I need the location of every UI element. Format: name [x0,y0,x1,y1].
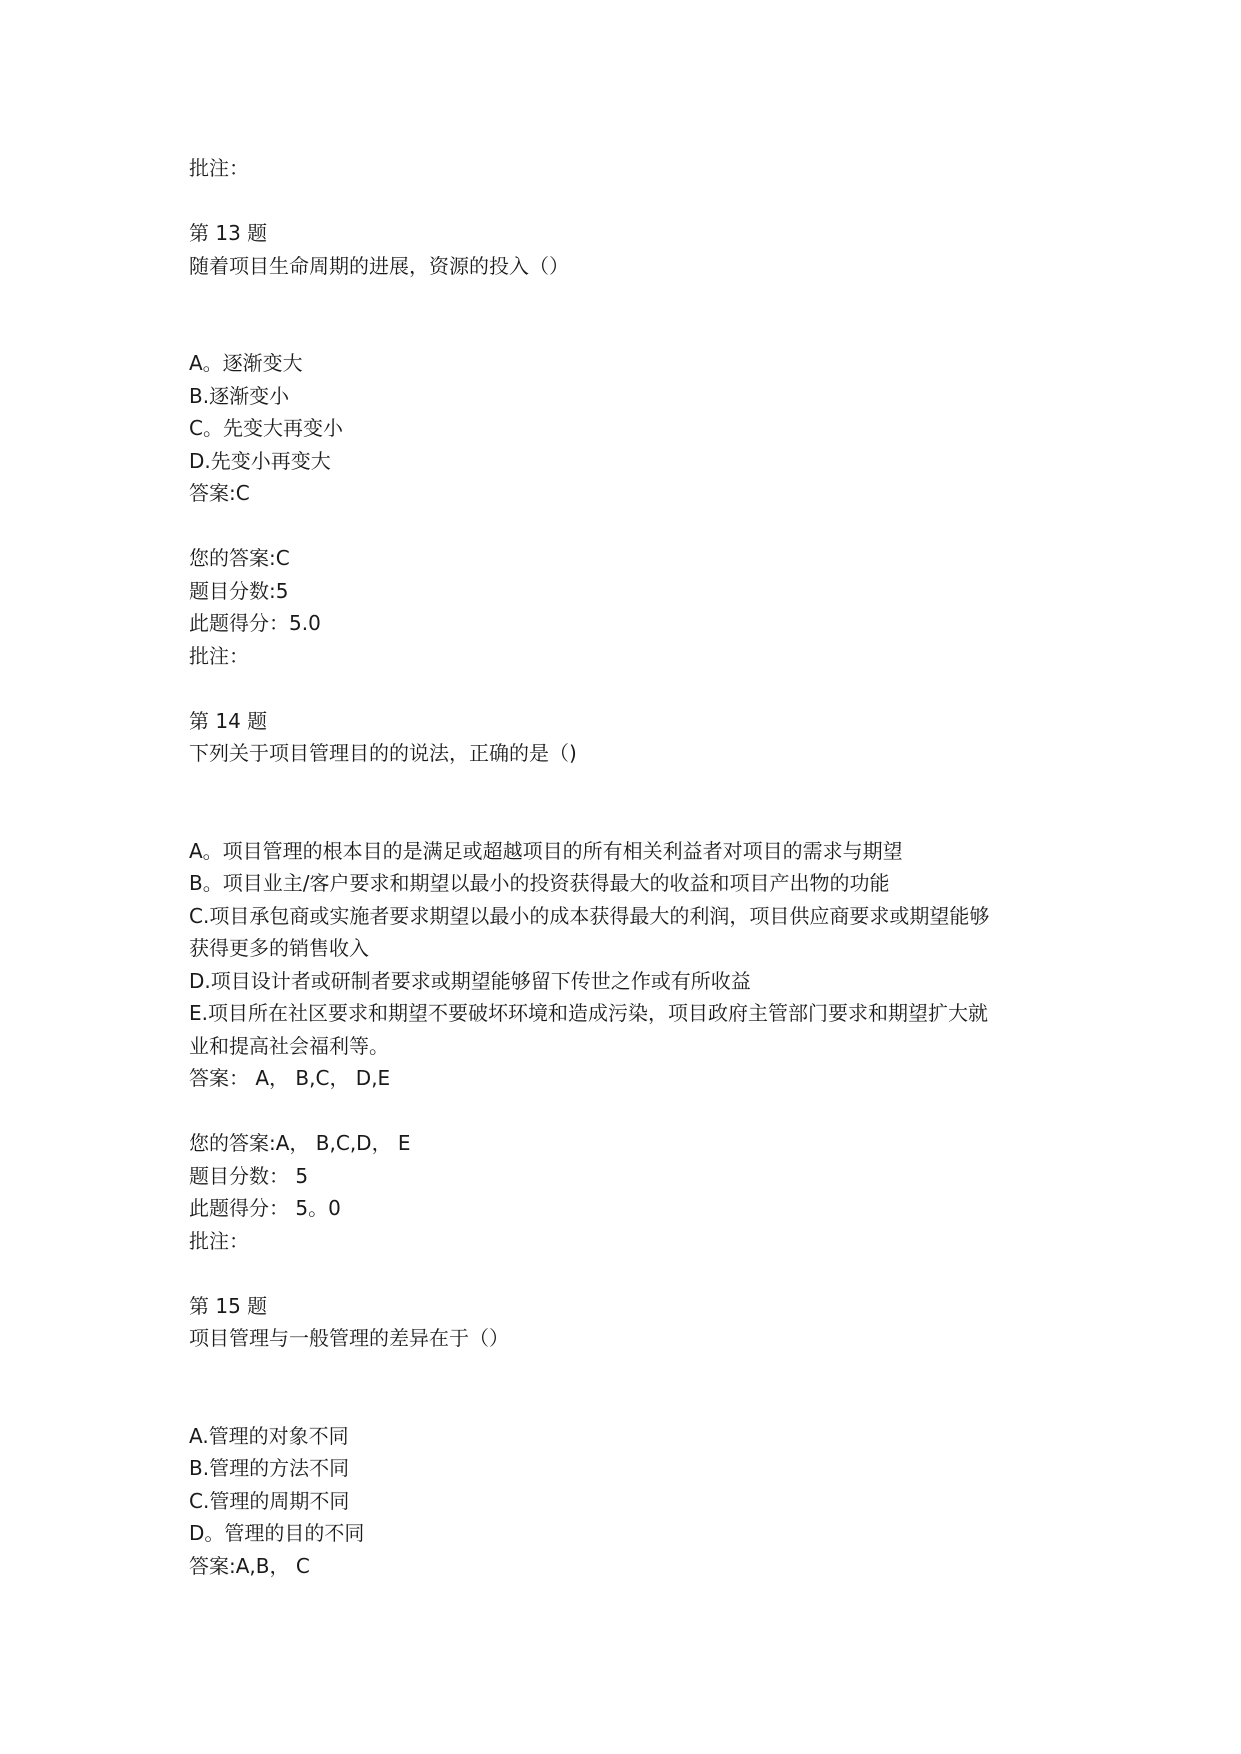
question-15 [189,1290,1069,1583]
question-number: 第 13 题 [189,221,268,245]
question-score: 题目分数:5 [189,578,289,603]
correct-answer: 答案： A， B,C， D,E [189,1066,391,1090]
note-label: 批注： [189,156,249,180]
option-a: A。逐渐变大 [189,351,303,375]
note-label: 批注： [189,643,249,668]
question-stem: 下列关于项目管理目的的说法，正确的是（) [189,741,577,765]
earned-score: 此题得分：5.0 [189,611,321,635]
question-stem: 随着项目生命周期的进展，资源的投入（） [189,253,569,278]
option-b: B。项目业主/客户要求和期望以最小的投资获得最大的收益和项目产出物的功能 [189,871,890,895]
option-c: C.项目承包商或实施者要求期望以最小的成本获得最大的利润，项目供应商要求或期望能够 [189,903,990,928]
option-c: C.管理的周期不同 [189,1488,350,1513]
question-number: 第 14 题 [189,708,268,733]
question-13 [189,217,1069,672]
correct-answer: 答案:C [189,481,250,505]
earned-score: 此题得分： 5。0 [189,1196,341,1220]
question-stem: 项目管理与一般管理的差异在于（） [189,1326,509,1350]
option-a: A。项目管理的根本目的是满足或超越项目的所有相关利益者对项目的需求与期望 [189,838,903,863]
question-score: 题目分数： 5 [189,1163,309,1188]
correct-answer: 答案:A,B， C [189,1553,310,1578]
option-b: B.逐渐变小 [189,383,290,408]
option-e-continued: 业和提高社会福利等。 [189,1033,389,1058]
option-d: D.先变小再变大 [189,448,331,473]
your-answer: 您的答案:C [189,546,290,570]
option-c-continued: 获得更多的销售收入 [189,936,369,960]
option-c: C。先变大再变小 [189,416,343,440]
question-14 [189,705,1069,1258]
option-b: B.管理的方法不同 [189,1456,350,1480]
option-a: A.管理的对象不同 [189,1423,349,1448]
option-d: D。管理的目的不同 [189,1521,365,1545]
your-answer: 您的答案:A， B,C,D， E [189,1131,411,1155]
document-page [189,152,1069,1582]
option-d: D.项目设计者或研制者要求或期望能够留下传世之作或有所收益 [189,968,751,993]
note-label: 批注： [189,1228,249,1253]
option-e: E.项目所在社区要求和期望不要破坏环境和造成污染，项目政府主管部门要求和期望扩大就 [189,1001,988,1025]
question-number: 第 15 题 [189,1293,268,1318]
